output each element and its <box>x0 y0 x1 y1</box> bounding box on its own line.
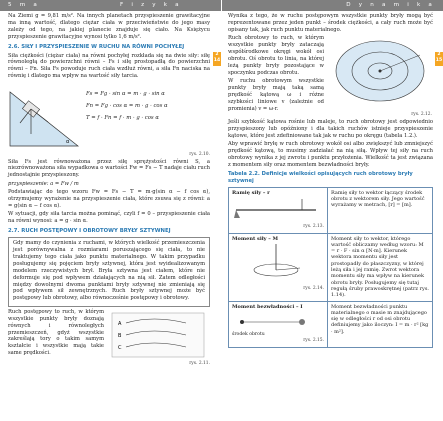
moment-diagram <box>232 242 320 284</box>
paragraph: Wynika z tego, że w ruchu postępowym wszystkie punkty bryły mogą być reprezentowane przez jeden punkt – środek ciężkości, a cały ruch może być opisany tak, jak ruch punktu materialnego. <box>228 13 433 33</box>
inertia-diagram <box>232 310 320 330</box>
incline-diagram <box>8 82 80 148</box>
paragraph: Podstawiając do tego wzoru Fw = Fs − T = m·g(sin α − f cos α), otrzymujemy wyrażenie na przyspieszenie ciała, które zsuwa się z równi: a = g(sin α − f cos α). <box>8 189 210 209</box>
rotation-diagram <box>328 35 432 109</box>
paragraph: Siła Fs jest równoważona przez siłę sprężystości równi S, a niezrównoważona siła wypadkowa o wartości Fw = Fs − T nadaje ciału ruch jednostajnie przyspieszony. <box>8 158 210 179</box>
section-heading: 2.7. RUCH POSTĘPOWY I OBROTOWY BRYŁY SZTYWNEJ <box>8 228 171 235</box>
paragraph: W ruchu obrotowym wszystkie punkty bryły mają taką samą prędkość kątową ω i różne szybkości liniowe v (zależnie od promienia) v = ω·r. <box>228 78 324 112</box>
header-right: D y n a m i k a <box>346 2 435 8</box>
translation-row <box>8 309 210 361</box>
point-label-c: C <box>118 344 122 351</box>
row-text: Moment bezwładności punktu materialnego o masie m znajdującego się w odległości r od osi obrotu definiujemy jako iloczyn: I = m · r² [kg · m²]. <box>328 301 433 347</box>
point-label-a: A <box>118 320 122 327</box>
right-page-header <box>222 0 443 11</box>
right-page-tab: 2 15 <box>435 52 443 66</box>
paragraph: Na Ziemi g = 9,81 m/s². Na innych planetach przyspieszenie grawitacyjne ma inną wartość, dlatego ciężar ciała w przeciwieństwie do jego masy zależy od tego, na jakiej planecie znajduje się ciało. Na Księżycu przyspieszenie grawitacyjne wynosi tylko 1,6 m/s². <box>8 13 210 40</box>
left-page-header <box>0 0 221 11</box>
paragraph: Aby wprawić bryłę w ruch obrotowy wokół osi albo zwiększyć lub zmniejszyć prędkość kątową, to musimy zadziałać na nią siłą. Wpływ tej siły na ruch obrotowy wynika z jej zwrotu i punktu przyłożenia. Wielkość ta jest związana z momentem siły oraz momentem bezwładności bryły. <box>228 141 433 168</box>
paragraph: W sytuacji, gdy siła tarcia można pominąć, czyli f = 0 – przyspieszenie ciała na równi wynosi: a = g · sin α. <box>8 211 210 225</box>
section-heading: 2.6. SIŁY I PRZYSPIESZENIE W RUCHU NA RÓWNI POCHYŁEJ <box>8 43 185 50</box>
table-row: Ramię siły – r rys. 2.13. Ramię siły to wektor łączący środek obrotu z wektorem siły. Jego wartość wyrażamy w metrach, [r] = [m]. <box>229 187 433 233</box>
figure-caption: rys. 2.11. <box>189 360 210 366</box>
left-column <box>8 13 210 368</box>
row-heading: Ramię siły – r <box>232 189 270 196</box>
paragraph: Ruch postępowy to ruch, w którym wszystkie punkty bryły doznają równych i równoległych przemieszczeń, gdyż wszystkie zakreślają tory o takim samym kształcie i wszystkie mają takie same prędkości. <box>8 308 104 357</box>
paragraph: Jeśli szybkość kątowa rośnie lub maleje, to ruch obrotowy jest odpowiednio przyspieszony lub opóźniony i dla takich ruchów istnieje przyspieszenie kątowe, które jest zdefiniowane tak jak w ruchu po okręgu (tabela 1.2.). <box>228 119 433 139</box>
lever-arm-diagram <box>232 196 320 222</box>
table-row: Moment siły – M rys. 2.14. Moment siły to wektor, którego wartość obliczamy według wzoru: M = r · F · sin α [N·m]. Kierunek wektora momentu siły jest prostopadły do płaszczyzny, w której leżą siła i jej ramię. Zwrot wektora momentu siły ma wpływ na kierunek obrotu bryły. Posługujemy się tutaj regułą śruby prawoskrętnej (patrz rys. 1.14). <box>229 233 433 301</box>
equations <box>86 82 168 152</box>
equation-fs: Fs = Fg · sin α = m · g · sin α <box>86 90 165 97</box>
figure-caption: rys. 2.12. <box>411 112 432 118</box>
equation-acceleration: przyspieszenie: a = Fw / m <box>8 180 79 187</box>
table-row: Moment bezwładności – I środek obrotu rys. 2.15. Moment bezwładności punktu materialnego o masie m znajdującego się w odległości r od osi obrotu definiujemy jako iloczyn: I = m · r² [kg · m²]. <box>229 301 433 347</box>
row-heading: Moment bezwładności – I <box>232 303 303 310</box>
center-label: środek obrotu <box>232 332 265 338</box>
incline-figure-row <box>8 82 210 152</box>
header-left-b: F i z y k a <box>120 2 182 8</box>
row-text: Moment siły to wektor, którego wartość obliczamy według wzoru: M = r · F · sin α [N·m]. Kierunek wektora momentu siły jest prostopadły do płaszczyzny, w której leżą siła i jej ramię. Zwrot wektora momentu siły ma wpływ na kierunek obrotu bryły. Posługujemy się tutaj regułą śruby prawoskrętnej (patrz rys. 1.14). <box>328 233 433 301</box>
figure-caption: rys. 2.10. <box>189 151 210 157</box>
translation-diagram <box>108 309 208 361</box>
equation-fn: Fn = Fg · cos α = m · g · cos α <box>86 102 168 109</box>
paragraph: Siła ciężkości (ciężar ciała) na równi pochyłej rozkłada się na dwie siły: siłę równoległą do powierzchni równi – Fs i siłę prostopadłą do powierzchni równi – Fn. Siła Fs powoduje ruch ciała wzdłuż równi, a siła Fn naciska na równię i dlatego ma wpływ na wartość siły tarcia. <box>8 52 210 80</box>
point-label-b: B <box>118 332 122 339</box>
svg-text:α: α <box>66 138 70 145</box>
row-text: Ramię siły to wektor łączący środek obrotu z wektorem siły. Jego wartość wyrażamy w metrach, [r] = [m]. <box>328 187 433 233</box>
paragraph: Ruch obrotowy to ruch, w którym wszystkie punkty bryły zataczają współśrodkowe okręgi wokół osi obrotu. Oś obrotu to linia, na której leżą punkty bryły pozostające w spoczynku podczas obrotu. <box>228 35 324 76</box>
row-heading: Moment siły – M <box>232 235 279 242</box>
info-box <box>8 237 210 307</box>
definitions-table <box>228 187 433 348</box>
table-caption: Tabela 2.2. Definicje wielkości opisujących ruch obrotowy bryły sztywnej <box>228 170 413 184</box>
box-text: Gdy mamy do czynienia z ruchami, w których wielkość przemieszczenia jest porównywalna z rozmiarami poruszającego się ciała, to nie traktujemy tego ciała jako punktu materialnego. W takim przypadku posługujemy się pojęciem bryły sztywnej, która jest wyidealizowanym modelem rzeczywistych brył. Bryła sztywna jest ciałem, które nie deformuje się pod wpływem działających na nią sił. Zatem odległości między dowolnymi dwoma punktami bryły sztywnej nie zmieniają się pod wpływem sił zewnętrznych. Ruch bryły sztywnej może być postępowy lub obrotowy, albo równocześnie postępowy i obrotowy. <box>13 240 205 302</box>
left-page-tab: 2 14 <box>213 52 221 66</box>
equation-t: T = f · Fn = f · m · g · cos α <box>86 114 159 121</box>
right-column <box>228 13 433 348</box>
header-left-a: 5 m a <box>8 2 40 8</box>
rotation-row <box>228 35 433 119</box>
